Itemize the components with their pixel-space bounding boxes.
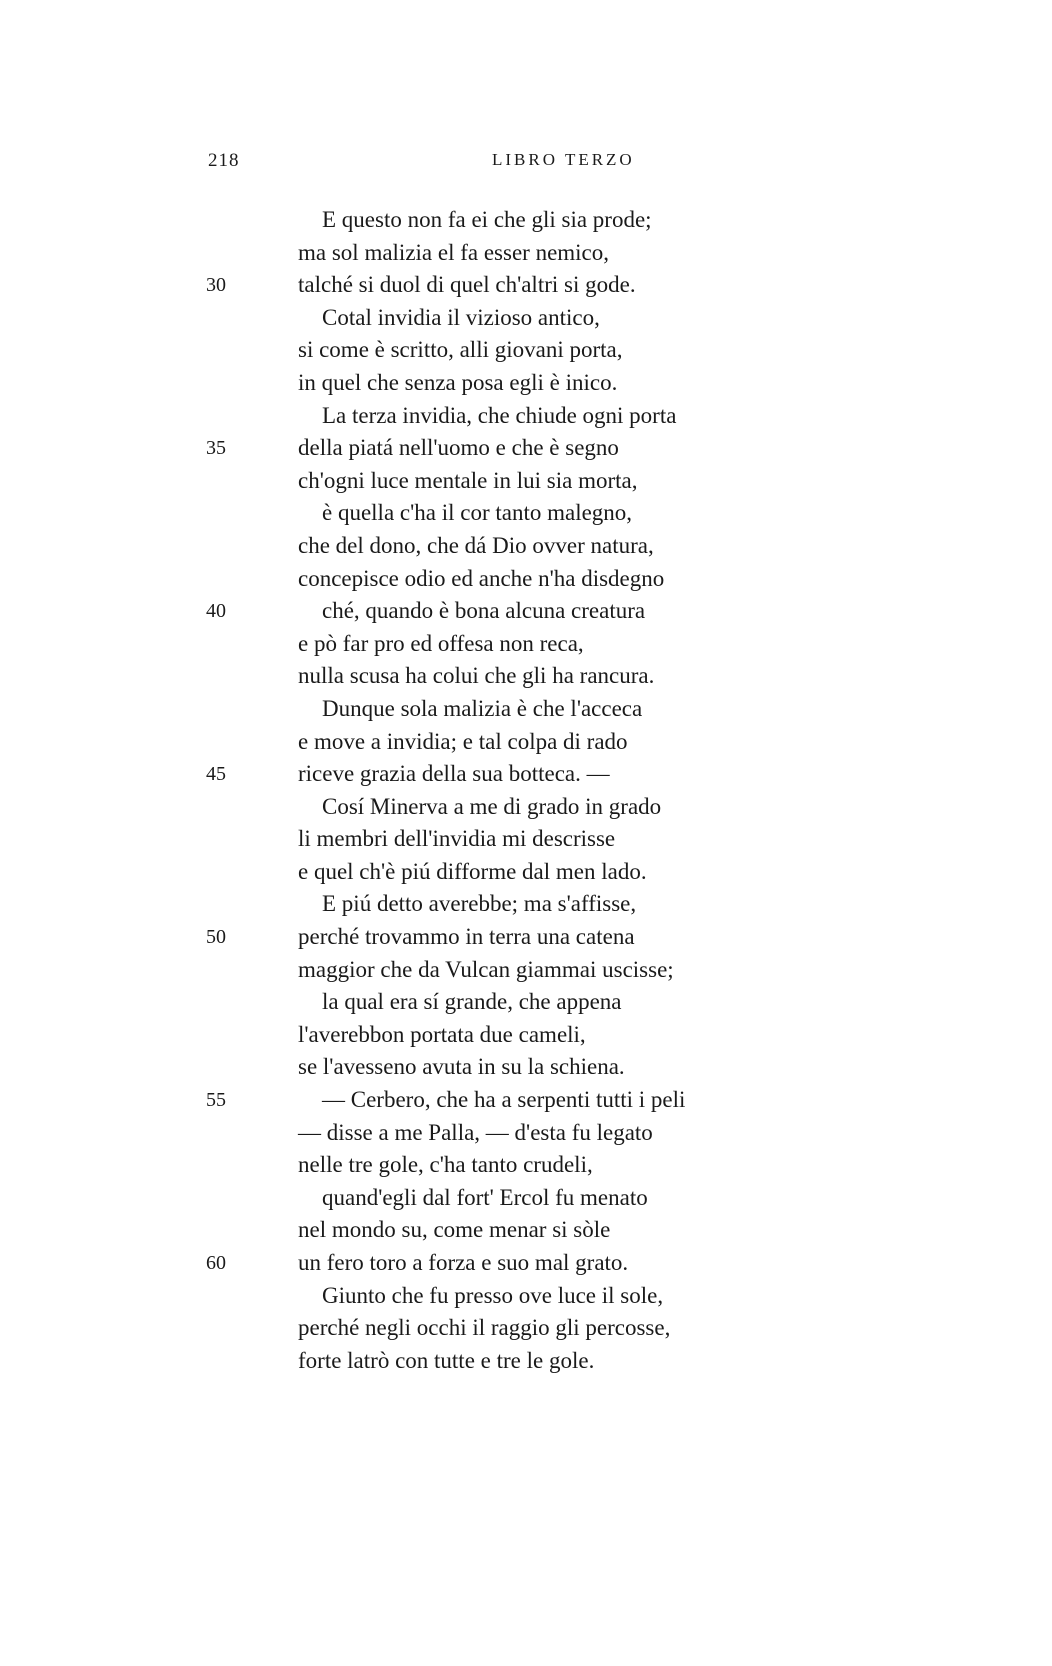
poem-line bbox=[0, 497, 1052, 530]
poem-line bbox=[0, 954, 1052, 987]
poem-line-text: e move a invidia; e tal colpa di rado bbox=[298, 728, 628, 754]
poem-line bbox=[0, 1280, 1052, 1313]
poem-line-text: quand'egli dal fort' Ercol fu menato bbox=[322, 1184, 648, 1210]
poem-line-text: ché, quando è bona alcuna creatura bbox=[322, 598, 646, 624]
poem-line bbox=[0, 921, 1052, 954]
poem-line-text: si come è scritto, alli giovani porta, bbox=[298, 337, 623, 363]
poem-line bbox=[0, 856, 1052, 889]
poem-line-text: E piú detto averebbe; ma s'affisse, bbox=[322, 891, 637, 917]
poem-line bbox=[0, 595, 1052, 628]
poem-line-text: nelle tre gole, c'ha tanto crudeli, bbox=[298, 1152, 593, 1178]
poem-line bbox=[0, 693, 1052, 726]
poem-line-text: E questo non fa ei che gli sia prode; bbox=[322, 207, 652, 232]
poem-line-text: è quella c'ha il cor tanto malegno, bbox=[322, 500, 633, 526]
poem-line-text: forte latrò con tutte e tre le gole. bbox=[298, 1347, 595, 1373]
poem-line-text: riceve grazia della sua botteca. — bbox=[298, 761, 610, 787]
poem-line-text: nulla scusa ha colui che gli ha rancura. bbox=[298, 663, 655, 689]
poem-line-text: concepisce odio ed anche n'ha disdegno bbox=[298, 565, 665, 591]
line-number: 50 bbox=[206, 926, 226, 949]
poem-line bbox=[0, 367, 1052, 400]
line-number: 30 bbox=[206, 274, 226, 297]
line-number: 45 bbox=[206, 763, 226, 786]
poem-line-text: li membri dell'invidia mi descrisse bbox=[298, 826, 616, 852]
poem-line bbox=[0, 758, 1052, 791]
poem-text bbox=[0, 204, 1052, 1377]
poem-line bbox=[0, 563, 1052, 596]
poem-line bbox=[0, 1051, 1052, 1084]
poem-line bbox=[0, 1312, 1052, 1345]
poem-line-text: se l'avesseno avuta in su la schiena. bbox=[298, 1054, 625, 1080]
line-number: 40 bbox=[206, 600, 226, 623]
poem-line-text: che del dono, che dá Dio ovver natura, bbox=[298, 532, 654, 558]
poem-line bbox=[0, 432, 1052, 465]
poem-line-text: perché negli occhi il raggio gli percosse, bbox=[298, 1315, 671, 1341]
poem-line bbox=[0, 1345, 1052, 1378]
poem-line-text: Dunque sola malizia è che l'acceca bbox=[322, 695, 643, 721]
poem-line-text: e pò far pro ed offesa non reca, bbox=[298, 630, 584, 656]
poem-line-text: Cotal invidia il vizioso antico, bbox=[322, 304, 600, 330]
page-header bbox=[0, 150, 1052, 180]
poem-line bbox=[0, 628, 1052, 661]
poem-line bbox=[0, 1084, 1052, 1117]
poem-line-text: l'averebbon portata due cameli, bbox=[298, 1021, 586, 1047]
poem-line bbox=[0, 888, 1052, 921]
poem-line-text: Giunto che fu presso ove luce il sole, bbox=[322, 1282, 664, 1308]
poem-line bbox=[0, 269, 1052, 302]
poem-line bbox=[0, 1149, 1052, 1182]
poem-line bbox=[0, 1182, 1052, 1215]
poem-line bbox=[0, 1117, 1052, 1150]
poem-line-text: talché si duol di quel ch'altri si gode. bbox=[298, 272, 636, 298]
poem-line-text: ch'ogni luce mentale in lui sia morta, bbox=[298, 467, 638, 493]
poem-line-text: perché trovammo in terra una catena bbox=[298, 924, 635, 950]
poem-line bbox=[0, 530, 1052, 563]
poem-line bbox=[0, 204, 1052, 237]
poem-line-text: la qual era sí grande, che appena bbox=[322, 989, 622, 1015]
poem-line-text: in quel che senza posa egli è inico. bbox=[298, 369, 618, 395]
poem-line-text: ma sol malizia el fa esser nemico, bbox=[298, 239, 610, 265]
running-title: LIBRO TERZO bbox=[492, 150, 635, 169]
poem-line-text: — Cerbero, che ha a serpenti tutti i peli bbox=[322, 1087, 686, 1113]
poem-line-text: Cosí Minerva a me di grado in grado bbox=[322, 793, 662, 819]
line-number: 55 bbox=[206, 1089, 226, 1112]
poem-line-text: della piatá nell'uomo e che è segno bbox=[298, 435, 619, 461]
poem-line bbox=[0, 1019, 1052, 1052]
poem-line-text: La terza invidia, che chiude ogni porta bbox=[322, 402, 677, 428]
poem-line bbox=[0, 1247, 1052, 1280]
poem-line bbox=[0, 726, 1052, 759]
poem-line bbox=[0, 823, 1052, 856]
poem-line bbox=[0, 465, 1052, 498]
poem-line bbox=[0, 400, 1052, 433]
line-number: 35 bbox=[206, 437, 226, 460]
page-number: 218 bbox=[208, 150, 240, 171]
poem-line-text: — disse a me Palla, — d'esta fu legato bbox=[298, 1119, 653, 1145]
poem-line-text: un fero toro a forza e suo mal grato. bbox=[298, 1250, 629, 1275]
poem-line bbox=[0, 302, 1052, 335]
poem-line bbox=[0, 660, 1052, 693]
poem-line bbox=[0, 237, 1052, 270]
poem-line-text: maggior che da Vulcan giammai uscisse; bbox=[298, 956, 674, 982]
poem-line bbox=[0, 334, 1052, 367]
poem-line-text: e quel ch'è piú difforme dal men lado. bbox=[298, 858, 647, 884]
poem-line bbox=[0, 1214, 1052, 1247]
line-number: 60 bbox=[206, 1252, 226, 1274]
poem-line bbox=[0, 986, 1052, 1019]
poem-line bbox=[0, 791, 1052, 824]
poem-line-text: nel mondo su, come menar si sòle bbox=[298, 1217, 611, 1243]
